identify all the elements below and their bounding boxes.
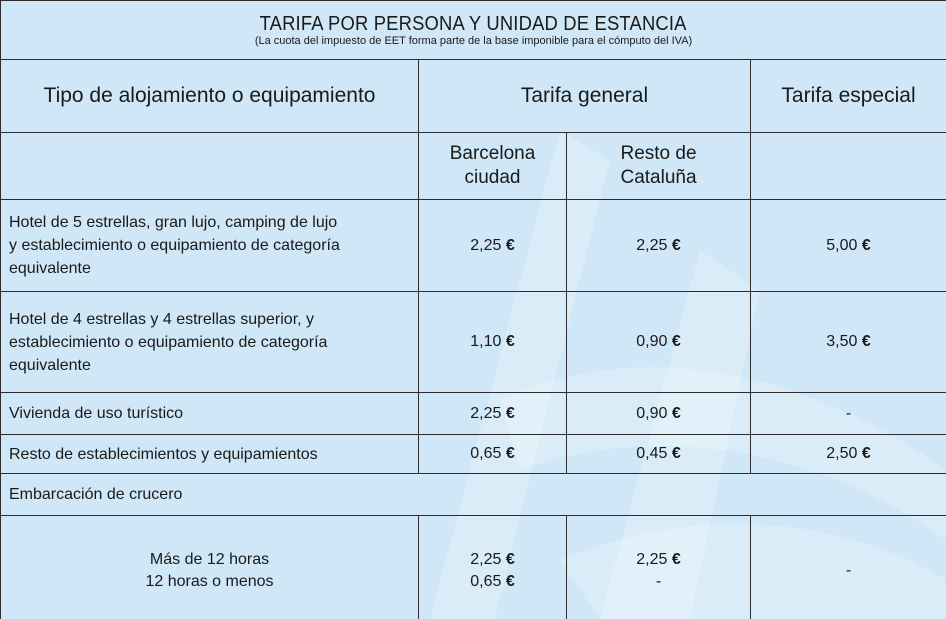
header-tipo: Tipo de alojamiento o equipamiento — [1, 60, 419, 133]
euro-symbol: € — [861, 236, 871, 254]
value-amount: 5,00 — [826, 236, 858, 254]
crucero-duration-line: 12 horas o menos — [145, 572, 274, 590]
row-description — [1, 393, 419, 435]
value-barcelona — [419, 393, 567, 435]
row-description-line: Resto de establecimientos y equipamientos — [9, 445, 318, 463]
euro-symbol: € — [671, 236, 681, 254]
crucero-especial: - — [751, 516, 946, 619]
value-amount: 2,25 — [470, 404, 502, 422]
header-tarifa-especial: Tarifa especial — [751, 60, 946, 133]
table-row — [1, 516, 946, 619]
value-amount: 0,65 — [470, 445, 502, 462]
value-amount: 2,25 — [470, 236, 502, 254]
euro-symbol: € — [505, 236, 515, 254]
euro-symbol: € — [505, 333, 515, 350]
value-amount: 0,45 — [636, 445, 668, 462]
value-amount: 3,50 — [826, 333, 858, 350]
header-tarifa-general: Tarifa general — [419, 60, 751, 133]
value-especial — [751, 435, 946, 474]
subheader-barcelona-line1: Barcelona — [449, 143, 536, 164]
table-row — [1, 393, 946, 435]
subheader-empty-especial — [751, 133, 946, 200]
subheader-barcelona-line2: ciudad — [464, 167, 521, 188]
euro-symbol: € — [671, 550, 681, 568]
table-title — [1, 1, 946, 60]
value-amount: 2,25 — [636, 236, 668, 254]
row-description-line: y establecimiento o equipamiento de categoría — [9, 237, 340, 254]
value-especial — [751, 200, 946, 292]
euro-symbol: € — [505, 445, 515, 462]
value-amount: 0,90 — [636, 404, 668, 422]
value-especial: - — [751, 393, 946, 435]
value-resto — [567, 393, 751, 435]
euro-symbol: € — [861, 445, 871, 462]
crucero-barcelona — [419, 516, 567, 619]
row-description — [1, 292, 419, 393]
euro-symbol: € — [505, 550, 515, 568]
subheader-barcelona — [419, 133, 567, 200]
value-amount: 0,65 — [470, 572, 502, 590]
value-resto — [567, 292, 751, 393]
table-row — [1, 474, 946, 516]
value-barcelona — [419, 292, 567, 393]
euro-symbol: € — [671, 404, 681, 422]
value-resto — [567, 435, 751, 474]
value-barcelona — [419, 200, 567, 292]
value-amount: 2,25 — [470, 550, 502, 568]
value-amount: 2,25 — [636, 550, 668, 568]
subheader-resto — [567, 133, 751, 200]
crucero-resto — [567, 516, 751, 619]
subheader-resto-line1: Resto de — [620, 143, 697, 164]
title-main: TARIFA POR PERSONA Y UNIDAD DE ESTANCIA — [259, 12, 688, 35]
row-description — [1, 200, 419, 292]
value-amount: - — [655, 572, 662, 590]
euro-symbol: € — [671, 333, 681, 350]
value-barcelona — [419, 435, 567, 474]
table-row — [1, 292, 946, 393]
crucero-durations — [1, 516, 419, 619]
row-description-line: Hotel de 4 estrellas y 4 estrellas superior, y — [9, 310, 315, 328]
subheader-resto-line2: Cataluña — [620, 167, 697, 188]
crucero-label: Embarcación de crucero — [1, 474, 946, 516]
value-amount: 2,50 — [826, 445, 858, 462]
value-especial — [751, 292, 946, 393]
euro-symbol: € — [505, 404, 515, 422]
euro-symbol: € — [861, 333, 871, 350]
table-row — [1, 200, 946, 292]
row-description-line: equivalente — [9, 260, 91, 277]
crucero-duration-line: Más de 12 horas — [149, 550, 270, 568]
row-description-line: equivalente — [9, 356, 91, 374]
value-amount: 0,90 — [636, 333, 668, 350]
euro-symbol: € — [505, 572, 515, 590]
table-row — [1, 435, 946, 474]
row-description-line: Vivienda de uso turístico — [9, 405, 184, 422]
row-description-line: establecimiento o equipamiento de categoría — [9, 333, 328, 351]
subheader-empty-tipo — [1, 133, 419, 200]
title-subtitle: (La cuota del impuesto de EET forma parte de la base imponible para el cómputo del IVA) — [254, 34, 693, 47]
row-description-line: Hotel de 5 estrellas, gran lujo, camping de lujo — [9, 214, 338, 231]
euro-symbol: € — [671, 445, 681, 462]
value-resto — [567, 200, 751, 292]
value-amount: 1,10 — [470, 333, 502, 350]
row-description — [1, 435, 419, 474]
